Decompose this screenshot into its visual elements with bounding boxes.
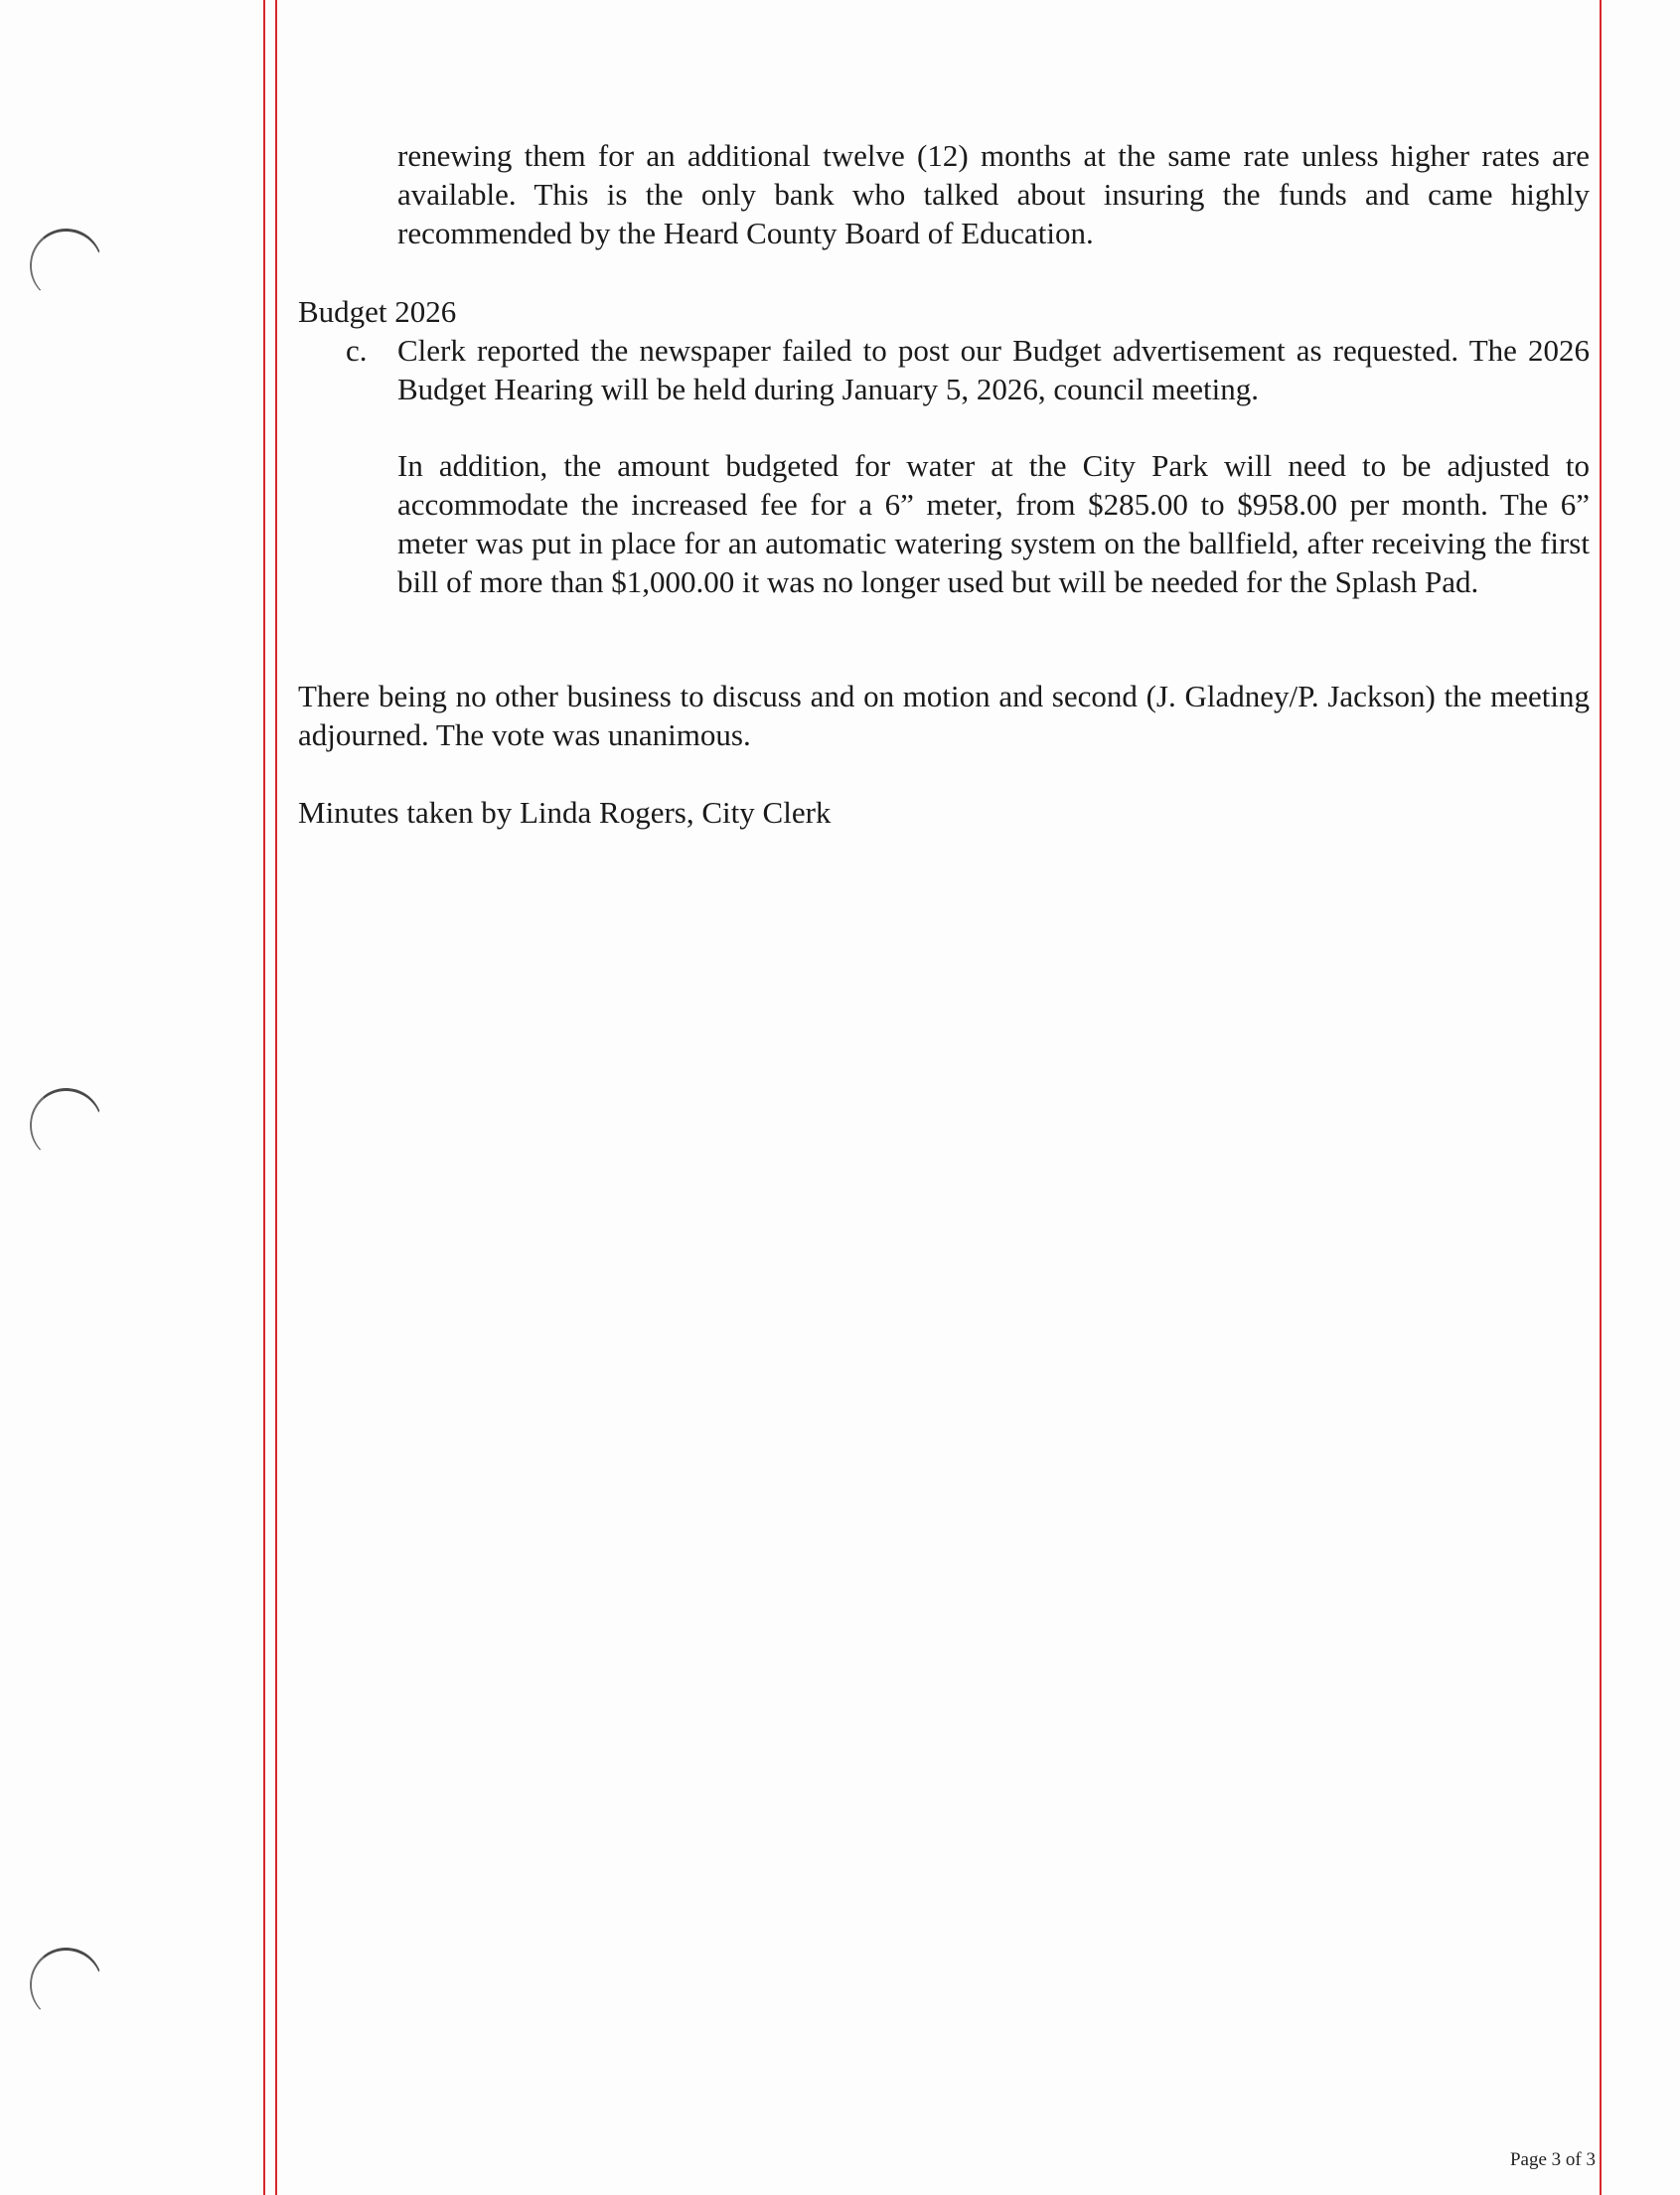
left-margin-line-inner: [275, 0, 277, 2195]
left-margin-line-outer: [263, 0, 265, 2195]
section-heading-budget: Budget 2026: [298, 294, 457, 329]
adjournment-paragraph: There being no other business to discuss and on motion and second (J. Gladney/P. Jackson) the meeting adjourned. The vote was unanimous.: [298, 679, 1590, 752]
continuation-paragraph: renewing them for an additional twelve (12) months at the same rate unless higher rates are available. This is the only bank who talked about insuring the funds and came highly recommended by the Heard County Board of Education.: [397, 138, 1590, 250]
punch-hole-bottom: [24, 1942, 108, 2027]
punch-hole-middle: [24, 1082, 108, 1168]
list-marker: c.: [346, 333, 368, 368]
right-margin-line: [1600, 0, 1602, 2195]
list-item-text: Clerk reported the newspaper failed to post our Budget advertisement as requested. The 2026 Budget Hearing will be held during January 5, 2026, council meeting.: [397, 333, 1590, 406]
punch-hole-top: [24, 223, 108, 308]
list-item-c: [346, 331, 1590, 408]
minutes-taken-by: Minutes taken by Linda Rogers, City Clerk: [298, 795, 832, 830]
addition-paragraph: In addition, the amount budgeted for water at the City Park will need to be adjusted to accommodate the increased fee for a 6” meter, from $285.00 to $958.00 per month. The 6” meter was put in place for an automatic watering system on the ballfield, after receiving the first bill of more than $1,000.00 it was no longer used but will be needed for the Splash Pad.: [397, 448, 1590, 599]
page-number: Page 3 of 3: [1509, 2149, 1596, 2170]
